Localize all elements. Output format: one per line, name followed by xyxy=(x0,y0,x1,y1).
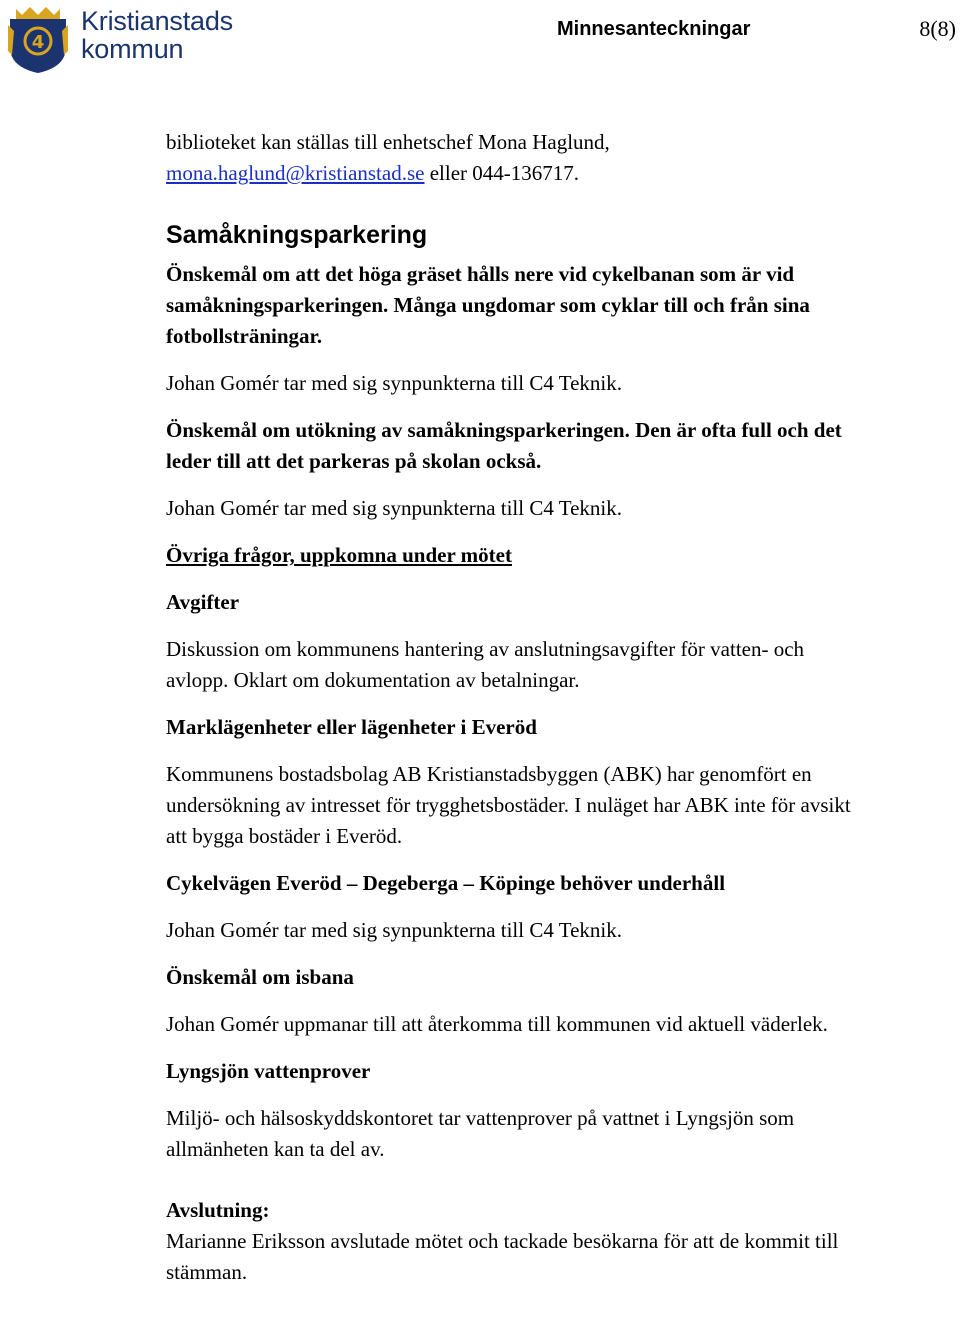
subheading-cykelvagen: Cykelvägen Everöd – Degeberga – Köpinge behöver underhåll xyxy=(166,871,726,895)
subheading-isbana: Önskemål om isbana xyxy=(166,965,354,989)
request-parking-expansion: Önskemål om utökning av samåkningsparkeringen. Den är ofta full och det leder till att det parkeras på skolan också. xyxy=(166,418,842,473)
text-lyngsjon: Miljö- och hälsoskyddskontoret tar vattenprover på vattnet i Lyngsjön som allmänheten kan ta del av. xyxy=(166,1106,795,1161)
intro-rest: eller 044-136717. xyxy=(424,161,580,185)
subheading-avgifter: Avgifter xyxy=(166,590,240,614)
brand-line-1: Kristianstads xyxy=(81,6,233,36)
subheading-marklagenheter: Marklägenheter eller lägenheter i Everöd xyxy=(166,715,537,739)
text-avslutning: Marianne Eriksson avslutade mötet och tackade besökarna för att de kommit till stämman. xyxy=(166,1229,839,1284)
brand-line-2: kommun xyxy=(81,34,184,64)
request-grass: Önskemål om att det höga gräset hålls nere vid cykelbanan som är vid samåkningsparkeringen. Många ungdomar som cyklar till och från sina fotbollsträningar. xyxy=(166,262,810,348)
reply-grass: Johan Gomér tar med sig synpunkterna till C4 Teknik. xyxy=(166,371,622,395)
subheading-lyngsjon: Lyngsjön vattenprover xyxy=(166,1059,371,1083)
section-heading-samakning: Samåkningsparkering xyxy=(166,221,428,249)
subheading-avslutning: Avslutning: xyxy=(166,1198,270,1222)
coat-of-arms-logo xyxy=(6,3,70,75)
email-link[interactable]: mona.haglund@kristianstad.se xyxy=(166,161,425,185)
text-avgifter: Diskussion om kommunens hantering av anslutningsavgifter för vatten- och avlopp. Oklart om dokumentation av betalningar. xyxy=(166,637,805,692)
reply-parking: Johan Gomér tar med sig synpunkterna till C4 Teknik. xyxy=(166,496,622,520)
document-title: Minnesanteckningar xyxy=(557,18,751,40)
svg-text:4: 4 xyxy=(31,32,45,53)
page-number: 8(8) xyxy=(919,16,956,41)
page-header xyxy=(0,0,960,80)
document-body xyxy=(166,127,866,1288)
text-marklagenheter: Kommunens bostadsbolag AB Kristianstadsbyggen (ABK) har genomfört en undersökning av intresset för trygghetsbostäder. I nuläget har ABK inte för avsikt att bygga bostäder i Everöd. xyxy=(166,762,851,848)
text-cykelvagen: Johan Gomér tar med sig synpunkterna till C4 Teknik. xyxy=(166,918,622,942)
intro-line: biblioteket kan ställas till enhetschef Mona Haglund, xyxy=(166,130,610,154)
text-isbana: Johan Gomér uppmanar till att återkomma till kommunen vid aktuell väderlek. xyxy=(166,1012,828,1036)
intro-paragraph xyxy=(166,127,866,189)
brand-wordmark xyxy=(81,7,233,63)
section-heading-ovriga: Övriga frågor, uppkomna under mötet xyxy=(166,543,512,567)
